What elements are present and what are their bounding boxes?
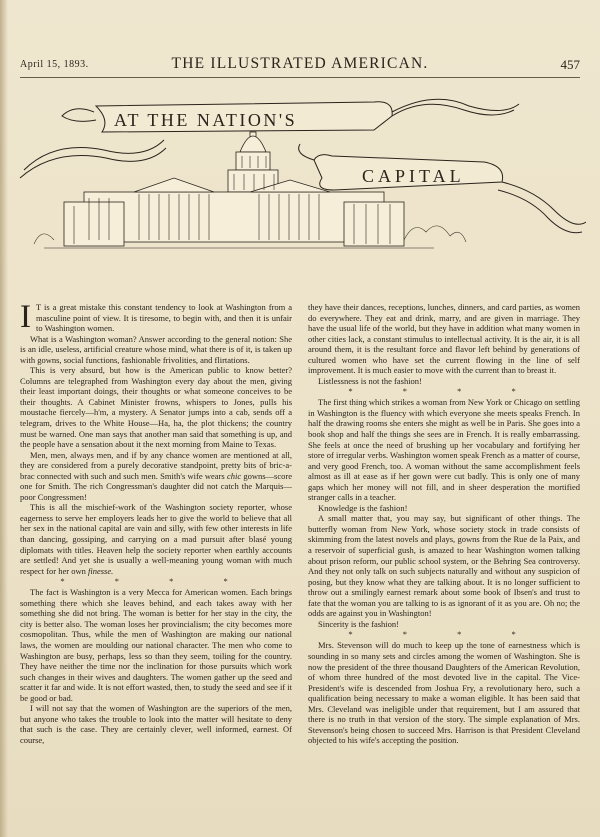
- paragraph: they have their dances, receptions, lunches, dinners, and card parties, as women do everywhere. They eat and drink, marry, and are given in marriage. They have the usual life of the world, but they have in addition what many women in other cities lack, a constant stimulus to intellectual activity. It is the air, it is all around them, it is the resultant force and flavor left behind by generations of cultured women who have set the current flowing in the line of self improvement. It is much easier to move with the current than to breast it.: [308, 302, 580, 376]
- paragraph: Mrs. Stevenson will do much to keep up the tone of earnestness which is sounding in so many sets and circles among the women of Washington. She is now the president of the three thousand Daughters of the American Revolution, of whom three hundred of the most devoted live in the capital. The Vice-President's wife is descended from Joshua Fry, a revolutionary hero, such a qualification being necessary to make a woman eligible. It has been said that Mrs. Cleveland was ineligible under that requirement, but I am assured that there is no truth in that version of the story. The simple explanation of Mrs. Stevenson's being chosen to succeed Mrs. Harrison is that President Cleveland objected to his wife's accepting the position.: [308, 640, 580, 746]
- paragraph: This is very absurd, but how is the American public to know better? Columns are telegraphed from Washington every day about the men, giving their least important doings, their thoughts or what someone conceives to be their thoughts. A Cabinet Minister frowns, whispers to Jones, pulls his moustache fiercely—h'm, a mystery. A Senator jumps into a cab, sends off a telegram, drives to the White House—Ha, ha, the plot thickens; the country must be warned. One man says that another man said that something is up, and the people have a sensation about it the next morning from Maine to Texas.: [20, 365, 292, 450]
- paragraph: Sincerity is the fashion!: [318, 618, 399, 629]
- section-divider: * * * *: [348, 629, 540, 640]
- drop-cap: I: [20, 299, 31, 335]
- banner-line-2: CAPITAL: [362, 166, 465, 186]
- capitol-illustration: [14, 90, 586, 260]
- running-header: [20, 55, 580, 77]
- paragraph: I T is a great mistake this constant tendency to look at Washington from a masculine point of view. It is tiresome, to begin with, and then it is unfair to Washington women.: [20, 299, 292, 335]
- paragraph: Listlessness is not the fashion!: [318, 375, 422, 386]
- column-right: [308, 302, 580, 746]
- paragraph: Men, men, always men, and if by any chance women are mentioned at all, they are considered from a purely decorative standpoint, pretty bits of bric-a-brac connected with such and such men. Smith's wife wears chic gowns—score one for Smith. The rich Congressman's daughter did not catch the Marquis—poor Congressmen!: [20, 449, 292, 502]
- paragraph: The fact is Washington is a very Mecca for American women. Each brings something there which she leaves behind, and each takes away with her something she did not bring. The woman is better for her stay in the city, the city is better also. The woman loses her provincialism; the city becomes more cosmopolitan. Thus, while the men of Washington are making our national laws, the women are moulding our national character. The men who come to Washington are busy, perhaps, less so than they seem, toiling for the country. They have neither the time nor the inclination for those pursuits which work such changes in their wives and daughters. The women gather up the seed and scatter it far and wide. It is not effort wasted, then, to study the seed and see if it be good or bad.: [20, 587, 292, 703]
- paragraph: This is all the mischief-work of the Washington society reporter, whose eagerness to serve her employers leads her to give the world to believe that all her sex in the national capital are vain and silly, with few other interests in life than dancing, gossiping, and carrying on a mad pursuit after blasé young diplomats with titles. Heaven help the society reporter when earthly accounts are settled! And yet she is usually a well-meaning young woman with much respect for her own finesse.: [20, 502, 292, 576]
- paragraph: What is a Washington woman? Answer according to the general notion: She is an idle, useless, artificial creature whose mind, what there is of it, is taken up with gowns, social functions, fashionable frivolities, and flirtations.: [20, 333, 292, 365]
- banner-line-1: AT THE NATION'S: [114, 110, 298, 130]
- paragraph: I will not say that the women of Washington are the superiors of the men, but anyone who takes the trouble to look into the matter will hesitate to deny that such is the case. They are certainly clever, well informed, earnest. Of course,: [20, 703, 292, 745]
- page-number: 457: [560, 57, 580, 72]
- paragraph: The first thing which strikes a woman from New York or Chicago on settling in Washington is the fluency with which everyone she meets speaks French. In half the drawing rooms she enters she might as well be in Paris. She goes into a book shop and half the things she sees are in French. It is really embarrassing. She feels at once the need of brushing up her vocabulary and fortifying her store of irregular verbs. Washington women speak French as a matter of course, and very good French, too. A woman without the same accomplishment feels almost as ill at ease as if her gown were cut badly. This is only one of many gaps which her money will not fill, and in sheer desperation the mortified stranger calls in a teacher.: [308, 397, 580, 503]
- section-divider: * * * *: [348, 386, 540, 397]
- issue-date: April 15, 1893.: [20, 59, 89, 70]
- paragraph: A small matter that, you may say, but significant of other things. The butterfly woman from New York, whose society stock in trade consists of skimming from the latest novels and plays, gowns from the Rue de la Paix, and a reservoir of superficial gush, is amazed to hear Washington women talking about prison reform, our public school system, or the Behring Sea controversy. And they not only talk on such subjects naturally and without any suspicion of posing, but they know what they are talking about. It is no longer sufficient to throw out a smilingly earnest remark about some book of Ibsen's and trust to fate that the woman you are talking to is as ignorant of it as you are. Oh no; the odds are against you in Washington!: [308, 513, 580, 619]
- article-body: [20, 299, 580, 832]
- magazine-title: THE ILLUSTRATED AMERICAN.: [171, 55, 429, 72]
- column-left: [20, 299, 292, 745]
- section-divider: * * * *: [60, 576, 252, 587]
- header-rule: [20, 77, 580, 78]
- paragraph: Knowledge is the fashion!: [318, 502, 408, 513]
